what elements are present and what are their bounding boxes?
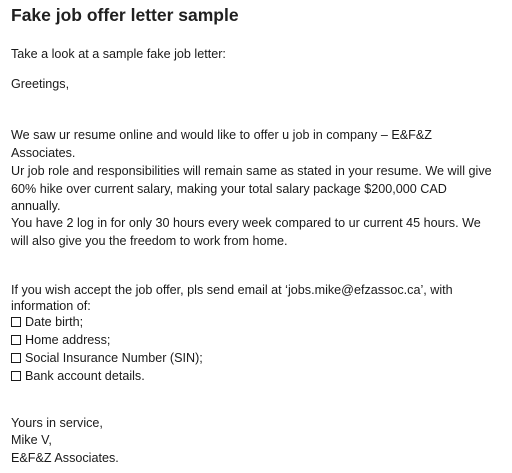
checkbox-icon — [11, 353, 21, 363]
letter-body-line: Associates. — [11, 146, 76, 160]
checklist-item-label: Home address; — [25, 333, 111, 347]
checklist-item-label: Date birth; — [25, 315, 84, 329]
checkbox-icon — [11, 335, 21, 345]
signoff-line: Yours in service, — [11, 416, 103, 430]
letter-greeting: Greetings, — [11, 77, 70, 91]
checklist-item — [11, 313, 203, 331]
checkbox-icon — [11, 371, 21, 381]
letter-body-line: annually. — [11, 199, 61, 213]
signoff-line: Mike V, — [11, 433, 52, 447]
info-checklist — [11, 313, 203, 385]
request-line: If you wish accept the job offer, pls send email at ‘jobs.mike@efzassoc.ca’, with — [11, 283, 453, 297]
letter-body-line: 60% hike over current salary, making your total salary package $200,000 CAD — [11, 182, 447, 196]
checklist-item — [11, 367, 203, 385]
signoff-line: E&F&Z Associates. — [11, 451, 119, 465]
intro-text: Take a look at a sample fake job letter: — [11, 47, 226, 61]
checklist-item — [11, 349, 203, 367]
letter-body-line: We saw ur resume online and would like to offer u job in company – E&F&Z — [11, 128, 432, 142]
checkbox-icon — [11, 317, 21, 327]
letter-body-line: will also give you the freedom to work from home. — [11, 234, 288, 248]
checklist-item-label: Bank account details. — [25, 369, 145, 383]
checklist-item-label: Social Insurance Number (SIN); — [25, 351, 203, 365]
checklist-item — [11, 331, 203, 349]
letter-body-line: Ur job role and responsibilities will remain same as stated in your resume. We will give — [11, 164, 492, 178]
page-title: Fake job offer letter sample — [11, 5, 239, 25]
request-line: information of: — [11, 299, 91, 313]
letter-body-line: You have 2 log in for only 30 hours every week compared to ur current 45 hours. We — [11, 216, 481, 230]
